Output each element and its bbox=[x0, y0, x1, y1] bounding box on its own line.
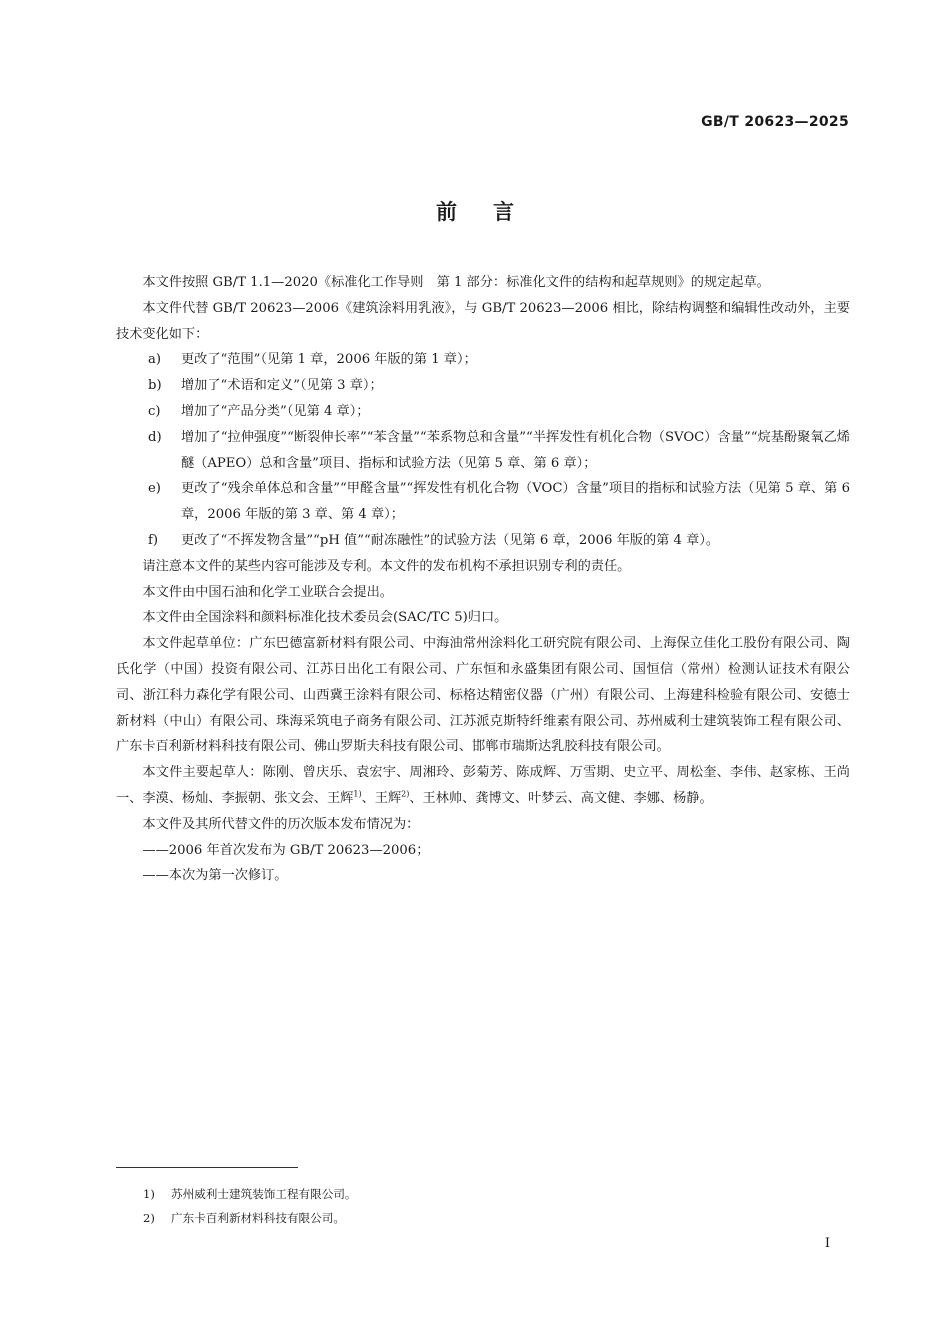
change-item bbox=[116, 476, 850, 528]
change-marker: d) bbox=[148, 429, 162, 445]
drafting-units: 本文件起草单位：广东巴德富新材料有限公司、中海油常州涂料化工研究院有限公司、上海保立佳化工股份有限公司、陶氏化学（中国）投资有限公司、江苏日出化工有限公司、广东恒和永盛集团有限公司、国恒信（常州）检测认证技术有限公司、浙江科力森化学有限公司、山西冀王涂料有限公司、标格达精密仪器（广州）有限公司、上海建科检验有限公司、安德士新材料（中山）有限公司、珠海采筑电子商务有限公司、江苏派克斯特纤维素有限公司、苏州威利士建筑装饰工程有限公司、广东卡百利新材料科技有限公司、佛山罗斯夫科技有限公司、邯郸市瑞斯达乳胶科技有限公司。 bbox=[116, 636, 850, 755]
footnote-mark: 2) bbox=[143, 1211, 155, 1225]
change-marker: a) bbox=[148, 352, 162, 368]
intro-paragraph: 本文件按照 GB/T 1.1—2020《标准化工作导则 第 1 部分：标准化文件的结构和起草规则》的规定起草。 bbox=[142, 275, 770, 290]
footnote-text: 广东卡百利新材料科技有限公司。 bbox=[171, 1211, 345, 1225]
footnote-divider bbox=[116, 1167, 298, 1168]
page-number: I bbox=[824, 1236, 830, 1251]
change-text: 更改了“不挥发物含量”“pH 值”“耐冻融性”的试验方法（见第 6 章，2006 年版的第 4 章）。 bbox=[181, 532, 720, 548]
standard-number: GB/T 20623—2025 bbox=[701, 114, 849, 130]
main-drafters bbox=[116, 760, 850, 812]
footnote-mark: 1) bbox=[143, 1187, 155, 1201]
drafters-text: 本文件主要起草人：陈刚、曾庆乐、袁宏宇、周湘玲、彭菊芳、陈成辉、万雪期、史立平、周松奎、李伟、赵家栋、王尚一、李漠、杨灿、李振朝、张文会、王辉 bbox=[116, 765, 850, 806]
footnotes bbox=[143, 1182, 357, 1230]
change-text: 增加了“术语和定义”（见第 3 章）； bbox=[181, 378, 383, 394]
footnote-ref: 2) bbox=[401, 789, 410, 799]
change-marker: f) bbox=[148, 532, 159, 548]
history-intro: 本文件及其所代替文件的历次版本发布情况为： bbox=[142, 816, 420, 832]
history-entry: ——2006 年首次发布为 GB/T 20623—2006； bbox=[142, 842, 430, 858]
change-marker: b) bbox=[148, 378, 162, 394]
change-marker: c) bbox=[148, 403, 161, 419]
drafters-text: 、王辉 bbox=[361, 790, 402, 806]
history-entry: ——本次为第一次修订。 bbox=[142, 868, 288, 884]
patent-notice: 请注意本文件的某些内容可能涉及专利。本文件的发布机构不承担识别专利的责任。 bbox=[142, 558, 631, 574]
proposer-statement: 本文件由中国石油和化学工业联合会提出。 bbox=[142, 584, 393, 600]
change-marker: e) bbox=[148, 481, 161, 497]
page-title: 前言 bbox=[436, 200, 550, 224]
centralized-unit-statement: 本文件由全国涂料和颜料标准化技术委员会(SAC/TC 5)归口。 bbox=[142, 610, 508, 626]
intro-paragraph: 本文件代替 GB/T 20623—2006《建筑涂料用乳液》，与 GB/T 20623—2006 相比，除结构调整和编辑性改动外，主要技术变化如下： bbox=[116, 300, 850, 342]
document-body bbox=[116, 270, 850, 889]
change-item bbox=[116, 347, 850, 373]
change-text: 更改了“残余单体总和含量”“甲醛含量”“挥发性有机化合物（VOC）含量”项目的指标和试验方法（见第 5 章、第 6 章，2006 年版的第 3 章、第 4 章）； bbox=[181, 481, 850, 523]
change-text: 更改了“范围”（见第 1 章，2006 年版的第 1 章）； bbox=[181, 352, 477, 368]
footnote-item bbox=[143, 1182, 357, 1206]
footnote-item bbox=[143, 1206, 357, 1230]
change-item bbox=[116, 399, 850, 425]
change-text: 增加了“产品分类”（见第 4 章）； bbox=[181, 403, 370, 419]
change-item bbox=[116, 528, 850, 554]
footnote-text: 苏州威利士建筑装饰工程有限公司。 bbox=[171, 1187, 357, 1201]
change-text: 增加了“拉伸强度”“断裂伸长率”“苯含量”“苯系物总和含量”“半挥发性有机化合物（SVOC）含量”“烷基酚聚氧乙烯醚（APEO）总和含量”项目、指标和试验方法（见第 5 章、第 6 章）； bbox=[181, 429, 850, 471]
change-item bbox=[116, 373, 850, 399]
change-item bbox=[116, 425, 850, 477]
drafters-text: 、王林帅、龚博文、叶梦云、高文健、李娜、杨静。 bbox=[409, 790, 713, 806]
footnote-ref: 1) bbox=[353, 789, 362, 799]
